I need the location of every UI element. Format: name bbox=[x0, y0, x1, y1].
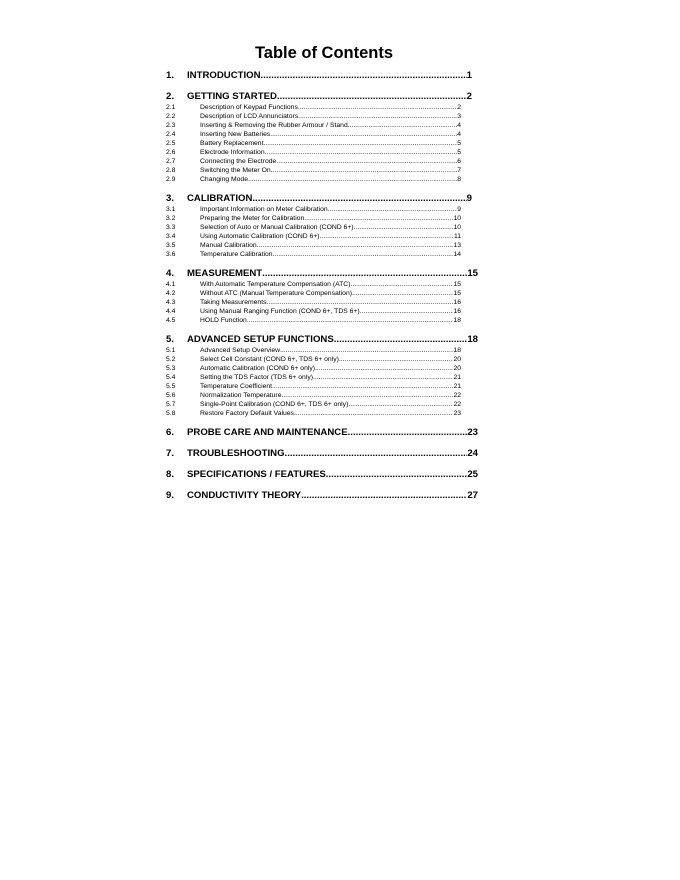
toc-subsection-number: 2.3 bbox=[166, 122, 176, 129]
toc-subsection-number: 2.5 bbox=[166, 140, 176, 147]
toc-subsection-entry[interactable] bbox=[166, 409, 478, 418]
toc-subsection-title: Switching the Meter On bbox=[200, 167, 271, 174]
toc-chapter-title: SPECIFICATIONS / FEATURES bbox=[187, 469, 326, 480]
toc-leader-dots bbox=[276, 157, 457, 166]
toc-chapter-number: 9. bbox=[166, 490, 175, 501]
toc-subsection-number: 3.6 bbox=[166, 251, 176, 258]
toc-subsection-entry[interactable] bbox=[166, 391, 478, 400]
toc-subsection-title: With Automatic Temperature Compensation (ATC) bbox=[200, 281, 351, 288]
toc-chapter-number: 8. bbox=[166, 469, 175, 480]
toc-leader-dots bbox=[263, 139, 457, 148]
toc-chapter-entry[interactable] bbox=[166, 468, 478, 481]
toc-subsection-number: 4.2 bbox=[166, 290, 176, 297]
toc-chapter-title: MEASUREMENT bbox=[187, 268, 263, 279]
toc-subsection-title: Description of LCD Annunciators bbox=[200, 113, 299, 120]
toc-subsection-number: 3.4 bbox=[166, 233, 176, 240]
toc-chapter-page: 24 bbox=[467, 448, 478, 459]
toc-subsection-page: 6 bbox=[457, 158, 461, 165]
toc-subsection-title: Description of Keypad Functions bbox=[200, 104, 298, 111]
toc-subsection-number: 3.2 bbox=[166, 215, 176, 222]
toc-leader-dots bbox=[298, 112, 457, 121]
toc-subsection-page: 7 bbox=[457, 167, 461, 174]
toc-subsection-entry[interactable] bbox=[166, 166, 478, 175]
toc-leader-dots bbox=[294, 409, 453, 418]
toc-chapter-page: 27 bbox=[467, 490, 478, 501]
toc-subsection-page: 21 bbox=[453, 383, 461, 390]
toc-leader-dots bbox=[265, 148, 458, 157]
toc-leader-dots bbox=[257, 241, 454, 250]
toc-leader-dots bbox=[328, 205, 458, 214]
toc-leader-dots bbox=[272, 382, 453, 391]
toc-subsection-page: 16 bbox=[453, 299, 461, 306]
toc-subsection-page: 18 bbox=[453, 347, 461, 354]
toc-leader-dots bbox=[248, 175, 457, 184]
toc-leader-dots bbox=[326, 468, 468, 481]
toc-subsection-entry[interactable] bbox=[166, 355, 478, 364]
toc-subsection-page: 22 bbox=[453, 392, 461, 399]
toc-subsection-entry[interactable] bbox=[166, 121, 478, 130]
toc-subsection-number: 4.1 bbox=[166, 281, 176, 288]
toc-subsection-entry[interactable] bbox=[166, 223, 478, 232]
toc-subsection-number: 5.3 bbox=[166, 365, 176, 372]
toc-leader-dots bbox=[348, 426, 468, 439]
toc-leader-dots bbox=[277, 90, 467, 103]
toc-subsection-page: 9 bbox=[457, 206, 461, 213]
toc-subsection-title: Restore Factory Default Values bbox=[200, 410, 294, 417]
toc-subsection-title: Preparing the Meter for Calibration bbox=[200, 215, 305, 222]
toc-section bbox=[166, 333, 478, 418]
toc-leader-dots bbox=[350, 280, 453, 289]
toc-leader-dots bbox=[267, 298, 454, 307]
toc-subsection-title: Inserting New Batteries bbox=[200, 131, 271, 138]
toc-chapter-page: 1 bbox=[466, 70, 472, 81]
toc-leader-dots bbox=[334, 333, 468, 346]
toc-subsection-title: Select Cell Constant (COND 6+, TDS 6+ only) bbox=[200, 356, 339, 363]
toc-leader-dots bbox=[247, 316, 454, 325]
toc-subsection-number: 5.4 bbox=[166, 374, 176, 381]
toc-subsection-entry[interactable] bbox=[166, 373, 478, 382]
toc-chapter-entry[interactable] bbox=[166, 426, 478, 439]
toc-chapter-number: 2. bbox=[166, 91, 175, 102]
toc-leader-dots bbox=[320, 232, 454, 241]
toc-subsection-title: Normalization Temperature bbox=[200, 392, 282, 399]
toc-chapter-title: ADVANCED SETUP FUNCTIONS bbox=[187, 334, 334, 345]
toc-subsection-entry[interactable] bbox=[166, 241, 478, 250]
toc-subsection-entry[interactable] bbox=[166, 400, 478, 409]
toc-chapter-title: INTRODUCTION bbox=[187, 70, 261, 81]
toc-subsection-entry[interactable] bbox=[166, 139, 478, 148]
toc-chapter-number: 4. bbox=[166, 268, 175, 279]
toc-subsection-title: Temperature Coefficient bbox=[200, 383, 273, 390]
page-title: Table of Contents bbox=[254, 44, 394, 62]
toc-subsection-page: 15 bbox=[453, 290, 461, 297]
toc-subsection-title: Selection of Auto or Manual Calibration (COND 6+) bbox=[200, 224, 354, 231]
toc-subsection-title: Using Automatic Calibration (COND 6+) bbox=[200, 233, 320, 240]
toc-subsection-page: 21 bbox=[453, 374, 461, 381]
toc-subsection-number: 2.7 bbox=[166, 158, 176, 165]
toc-leader-dots bbox=[354, 223, 454, 232]
toc-chapter-number: 6. bbox=[166, 427, 175, 438]
toc-subsection-number: 2.8 bbox=[166, 167, 176, 174]
toc-leader-dots bbox=[280, 346, 453, 355]
toc-subsection-page: 23 bbox=[453, 410, 461, 417]
toc-section bbox=[166, 447, 478, 460]
toc-chapter-entry[interactable] bbox=[166, 267, 478, 280]
toc-chapter-page: 15 bbox=[467, 268, 478, 279]
toc-leader-dots bbox=[252, 192, 466, 205]
toc-subsection-entry[interactable] bbox=[166, 316, 478, 325]
toc-subsection-title: Electrode Information bbox=[200, 149, 265, 156]
toc-subsection-number: 2.6 bbox=[166, 149, 176, 156]
toc-chapter-number: 1. bbox=[166, 70, 175, 81]
toc-page bbox=[166, 42, 478, 510]
toc-subsection-number: 5.5 bbox=[166, 383, 176, 390]
toc-chapter-page: 23 bbox=[467, 427, 478, 438]
toc-chapter-entry[interactable] bbox=[166, 489, 478, 502]
toc-subsection-page: 4 bbox=[457, 131, 461, 138]
toc-leader-dots bbox=[270, 130, 457, 139]
toc-leader-dots bbox=[281, 391, 453, 400]
toc-subsection-title: Automatic Calibration (COND 6+ only) bbox=[200, 365, 316, 372]
toc-chapter-title: TROUBLESHOOTING bbox=[187, 448, 285, 459]
toc-subsection-title: Setting the TDS Factor (TDS 6+ only) bbox=[200, 374, 314, 381]
toc-subsection-number: 2.2 bbox=[166, 113, 176, 120]
toc-leader-dots bbox=[348, 121, 457, 130]
toc-subsection-entry[interactable] bbox=[166, 289, 478, 298]
toc-leader-dots bbox=[271, 166, 458, 175]
toc-leader-dots bbox=[352, 289, 453, 298]
toc-subsection-page: 22 bbox=[453, 401, 461, 408]
toc-subsection-title: Using Manual Ranging Function (COND 6+, TDS 6+) bbox=[200, 308, 360, 315]
toc-subsection-title: Taking Measurements bbox=[200, 299, 267, 306]
toc-subsection-page: 2 bbox=[457, 104, 461, 111]
toc-chapter-page: 25 bbox=[467, 469, 478, 480]
toc-chapter-title: CALIBRATION bbox=[187, 193, 253, 204]
toc-subsection-number: 5.6 bbox=[166, 392, 176, 399]
toc-chapter-entry[interactable] bbox=[166, 333, 478, 346]
toc-section bbox=[166, 426, 478, 439]
toc-subsection-page: 13 bbox=[453, 242, 461, 249]
toc-subsection-title: Changing Mode bbox=[200, 176, 248, 183]
toc-leader-dots bbox=[339, 355, 454, 364]
toc-leader-dots bbox=[261, 69, 467, 82]
toc-subsection-entry[interactable] bbox=[166, 346, 478, 355]
toc-leader-dots bbox=[360, 307, 454, 316]
toc-subsection-title: Single-Point Calibration (COND 6+, TDS 6+ only) bbox=[200, 401, 349, 408]
toc-subsection-entry[interactable] bbox=[166, 130, 478, 139]
toc-section bbox=[166, 69, 478, 82]
toc-subsection-page: 14 bbox=[453, 251, 461, 258]
toc-subsection-number: 5.8 bbox=[166, 410, 176, 417]
toc-subsection-number: 5.2 bbox=[166, 356, 176, 363]
toc-subsection-entry[interactable] bbox=[166, 298, 478, 307]
toc-subsection-title: Manual Calibration bbox=[200, 242, 257, 249]
toc-chapter-entry[interactable] bbox=[166, 90, 478, 103]
toc-subsection-number: 4.3 bbox=[166, 299, 176, 306]
toc-list bbox=[166, 69, 478, 502]
toc-subsection-number: 2.9 bbox=[166, 176, 176, 183]
toc-subsection-entry[interactable] bbox=[166, 103, 478, 112]
toc-chapter-title: PROBE CARE AND MAINTENANCE bbox=[187, 427, 348, 438]
toc-subsection-number: 3.5 bbox=[166, 242, 176, 249]
toc-subsection-page: 18 bbox=[453, 317, 461, 324]
toc-leader-dots bbox=[298, 103, 457, 112]
toc-chapter-number: 3. bbox=[166, 193, 175, 204]
toc-subsection-page: 4 bbox=[457, 122, 461, 129]
toc-subsection-entry[interactable] bbox=[166, 175, 478, 184]
toc-subsection-number: 5.7 bbox=[166, 401, 176, 408]
toc-chapter-title: CONDUCTIVITY THEORY bbox=[187, 490, 302, 501]
toc-section bbox=[166, 489, 478, 502]
toc-chapter-number: 5. bbox=[166, 334, 175, 345]
toc-subsection-number: 3.3 bbox=[166, 224, 176, 231]
toc-chapter-entry[interactable] bbox=[166, 447, 478, 460]
toc-subsection-title: Advanced Setup Overview bbox=[200, 347, 281, 354]
toc-subsection-entry[interactable] bbox=[166, 364, 478, 373]
toc-chapter-page: 2 bbox=[466, 91, 472, 102]
toc-subsection-page: 20 bbox=[453, 356, 461, 363]
toc-subsection-page: 16 bbox=[453, 308, 461, 315]
toc-subsection-entry[interactable] bbox=[166, 157, 478, 166]
toc-subsection-title: Without ATC (Manual Temperature Compensation) bbox=[200, 290, 352, 297]
toc-section bbox=[166, 192, 478, 259]
toc-subsection-page: 15 bbox=[453, 281, 461, 288]
toc-subsection-page: 10 bbox=[453, 224, 461, 231]
toc-subsection-entry[interactable] bbox=[166, 205, 478, 214]
toc-subsection-title: HOLD Function bbox=[200, 317, 247, 324]
toc-subsection-number: 5.1 bbox=[166, 347, 176, 354]
toc-subsection-page: 20 bbox=[453, 365, 461, 372]
toc-leader-dots bbox=[348, 400, 453, 409]
toc-chapter-number: 7. bbox=[166, 448, 175, 459]
toc-subsection-entry[interactable] bbox=[166, 382, 478, 391]
toc-chapter-page: 9 bbox=[466, 193, 472, 204]
toc-subsection-page: 11 bbox=[453, 233, 461, 240]
toc-subsection-title: Important Information on Meter Calibration bbox=[200, 206, 328, 213]
toc-subsection-title: Battery Replacement bbox=[200, 140, 264, 147]
toc-subsection-number: 2.4 bbox=[166, 131, 176, 138]
toc-leader-dots bbox=[304, 214, 453, 223]
toc-subsection-page: 5 bbox=[457, 149, 461, 156]
toc-section bbox=[166, 90, 478, 184]
toc-leader-dots bbox=[301, 489, 467, 502]
toc-leader-dots bbox=[285, 447, 468, 460]
toc-section bbox=[166, 468, 478, 481]
toc-subsection-entry[interactable] bbox=[166, 250, 478, 259]
toc-subsection-entry[interactable] bbox=[166, 148, 478, 157]
toc-subsection-number: 2.1 bbox=[166, 104, 176, 111]
toc-subsection-entry[interactable] bbox=[166, 112, 478, 121]
toc-subsection-page: 8 bbox=[457, 176, 461, 183]
toc-subsection-entry[interactable] bbox=[166, 214, 478, 223]
toc-chapter-title: GETTING STARTED bbox=[187, 91, 277, 102]
toc-subsection-entry[interactable] bbox=[166, 307, 478, 316]
toc-subsection-number: 3.1 bbox=[166, 206, 176, 213]
toc-chapter-page: 18 bbox=[467, 334, 478, 345]
toc-subsection-title: Temperature Calibration bbox=[200, 251, 273, 258]
toc-leader-dots bbox=[273, 250, 454, 259]
toc-subsection-number: 4.4 bbox=[166, 308, 176, 315]
toc-leader-dots bbox=[313, 373, 453, 382]
toc-subsection-page: 3 bbox=[457, 113, 461, 120]
toc-chapter-entry[interactable] bbox=[166, 69, 478, 82]
toc-chapter-entry[interactable] bbox=[166, 192, 478, 205]
toc-subsection-title: Connecting the Electrode bbox=[200, 158, 277, 165]
toc-subsection-page: 5 bbox=[457, 140, 461, 147]
toc-subsection-entry[interactable] bbox=[166, 280, 478, 289]
toc-subsection-page: 10 bbox=[453, 215, 461, 222]
toc-section bbox=[166, 267, 478, 325]
toc-leader-dots bbox=[315, 364, 453, 373]
toc-subsection-number: 4.5 bbox=[166, 317, 176, 324]
toc-subsection-title: Inserting & Removing the Rubber Armour / Stand bbox=[200, 122, 348, 129]
toc-leader-dots bbox=[262, 267, 467, 280]
toc-subsection-entry[interactable] bbox=[166, 232, 478, 241]
